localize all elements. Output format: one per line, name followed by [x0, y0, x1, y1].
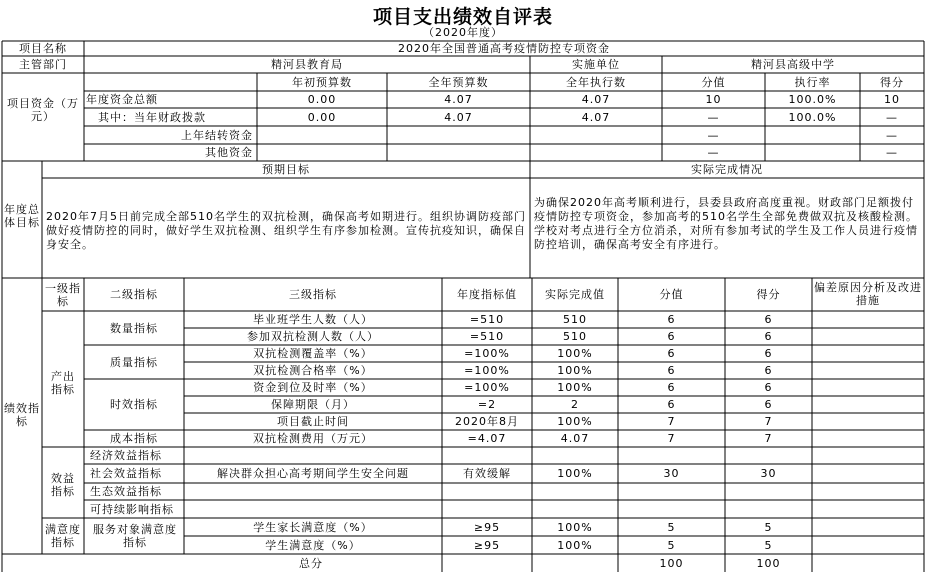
score-value: 6 — [667, 347, 676, 360]
actual-value: 100% — [557, 347, 593, 360]
l3-indicator: 项目截止时间 — [277, 415, 349, 428]
funds-cell — [257, 144, 387, 161]
got-value: 5 — [764, 538, 773, 552]
funds-cell — [257, 126, 387, 144]
l2-timeliness: 时效指标 — [110, 398, 158, 411]
funds-cell: — — [707, 110, 720, 124]
target-value: ≥95 — [473, 520, 501, 534]
funds-header-score: 分值 — [701, 75, 726, 89]
score-value: 7 — [667, 432, 676, 445]
target-value: =100% — [464, 347, 510, 360]
l2-service-satisfaction: 服务对象满意度指标 — [93, 523, 177, 549]
total-score: 100 — [659, 556, 684, 570]
goals-actual-header: 实际完成情况 — [691, 163, 763, 176]
l1-benefit: 效益指标 — [51, 472, 75, 498]
l2-quantity: 数量指标 — [110, 321, 158, 335]
actual-value: 100% — [557, 538, 593, 552]
funds-header-initial-budget: 年初预算数 — [292, 75, 352, 89]
got-value: 6 — [764, 330, 773, 343]
funds-cell: 100.0% — [788, 110, 837, 124]
funds-row-name: 年度资金总额 — [86, 93, 158, 106]
got-value: 6 — [764, 398, 773, 411]
score-value: 6 — [667, 364, 676, 377]
perf-header-l2: 二级指标 — [110, 288, 158, 301]
l1-output: 产出指标 — [51, 370, 75, 396]
l3-indicator: 双抗检测费用（万元） — [253, 432, 373, 445]
funds-cell: 0.00 — [307, 93, 337, 106]
actual-value: 510 — [563, 313, 587, 326]
actual-value: 100% — [557, 467, 593, 480]
goals-expected-text: 2020年7月5日前完成全部510名学生的双抗检测，确保高考如期进行。组织协调防疫部门做好疫情防控的同时，做好学生双抗检测、组织学生有序参加检测。宣传抗疫知识，确保自身安全。 — [46, 210, 526, 251]
page-title: 项目支出绩效自评表 — [372, 6, 553, 28]
funds-cell: — — [707, 128, 720, 142]
got-value: 6 — [764, 347, 773, 360]
l3-indicator: 保障期限（月） — [271, 398, 355, 411]
target-value: =510 — [469, 313, 505, 326]
l3-indicator: 参加双抗检测人数（人） — [247, 330, 379, 343]
l2-quality: 质量指标 — [110, 355, 158, 369]
perf-header-got: 得分 — [756, 288, 781, 301]
funds-cell: — — [886, 110, 898, 124]
funds-cell: 10 — [884, 93, 900, 106]
actual-value: 100% — [557, 381, 593, 394]
target-value: 2020年8月 — [455, 415, 519, 428]
funds-cell: 4.07 — [444, 93, 473, 106]
got-value: 7 — [764, 415, 773, 428]
l3-indicator: 毕业班学生人数（人） — [253, 313, 373, 326]
target-value: ≥95 — [473, 538, 501, 552]
got-value: 6 — [764, 313, 773, 326]
l2-sustainable: 可持续影响指标 — [90, 502, 174, 516]
l3-indicator: 双抗检测覆盖率（%） — [253, 347, 373, 360]
score-value: 5 — [667, 520, 676, 534]
perf-header-score: 分值 — [659, 288, 684, 301]
actual-value: 510 — [563, 330, 587, 343]
target-value: =100% — [464, 364, 510, 377]
got-value: 7 — [764, 432, 773, 445]
funds-row-name: 其中：当年财政拨款 — [98, 110, 206, 124]
score-value: 7 — [667, 415, 676, 428]
funds-header-rate: 执行率 — [794, 75, 831, 89]
l1-satisfaction: 满意度指标 — [45, 523, 81, 549]
score-value: 6 — [667, 313, 676, 326]
goals-expected-header: 预期目标 — [262, 163, 310, 176]
score-value: 5 — [667, 538, 676, 552]
impl-unit-label: 实施单位 — [572, 58, 620, 71]
funds-cell: 0.00 — [307, 110, 337, 124]
perf-header-actual: 实际完成值 — [545, 288, 605, 301]
score-value: 6 — [667, 398, 676, 411]
got-value: 5 — [764, 520, 773, 534]
target-value: =2 — [477, 398, 497, 411]
funds-cell: — — [886, 128, 898, 142]
got-value: 6 — [764, 364, 773, 377]
actual-value: 2 — [571, 398, 579, 411]
l3-indicator: 解决群众担心高考期间学生安全问题 — [217, 467, 409, 480]
perf-header-l3: 三级指标 — [289, 288, 337, 301]
target-value: =510 — [469, 330, 505, 343]
target-value: =100% — [464, 381, 510, 394]
l2-cost: 成本指标 — [110, 432, 158, 445]
l3-indicator: 学生家长满意度（%） — [253, 520, 373, 534]
funds-cell: 10 — [705, 93, 722, 106]
perf-label: 绩效指标 — [4, 402, 40, 428]
target-value: 有效缓解 — [463, 467, 511, 480]
funds-label: 项目资金（万元） — [7, 97, 79, 123]
actual-value: 100% — [557, 364, 593, 377]
score-value: 6 — [667, 330, 676, 343]
funds-header-got: 得分 — [880, 75, 904, 89]
l3-indicator: 双抗检测合格率（%） — [253, 364, 373, 377]
actual-value: 100% — [557, 415, 593, 428]
funds-row-name: 其他资金 — [205, 146, 253, 159]
l3-indicator: 学生满意度（%） — [265, 538, 361, 552]
perf-header-deviation: 偏差原因分析及改进措施 — [814, 281, 922, 307]
funds-cell: — — [886, 146, 898, 159]
funds-header-executed: 全年执行数 — [566, 75, 626, 89]
score-value: 30 — [663, 467, 680, 480]
funds-row-name: 上年结转资金 — [181, 128, 253, 142]
funds-cell — [387, 126, 530, 144]
perf-header-target: 年度指标值 — [457, 288, 517, 301]
goals-actual-text: 为确保2020年高考顺利进行，县委县政府高度重视。财政部门足额拨付疫情防控专项资金，参加高考的510名学生全部免费做双抗及核酸检测。学校对考点进行全方位消杀，对所有参加考试的学生及工作人员进行疫情防控培训，确保高考安全有序进行。 — [534, 196, 918, 251]
funds-cell — [387, 144, 530, 161]
target-value: =4.07 — [467, 432, 507, 445]
funds-cell — [530, 144, 662, 161]
impl-unit-value: 精河县高级中学 — [751, 58, 835, 71]
funds-cell — [765, 144, 860, 161]
page-subtitle: （2020年度） — [423, 26, 503, 39]
funds-cell — [765, 126, 860, 144]
total-label: 总分 — [299, 556, 323, 570]
dept-value: 精河县教育局 — [271, 58, 343, 71]
funds-cell: 4.07 — [444, 110, 473, 124]
l3-indicator: 资金到位及时率（%） — [253, 381, 373, 394]
got-value: 6 — [764, 381, 773, 394]
score-value: 6 — [667, 381, 676, 394]
total-got: 100 — [756, 556, 781, 570]
project-name-value: 2020年全国普通高考疫情防控专项资金 — [398, 42, 610, 55]
funds-header-annual-budget: 全年预算数 — [428, 75, 489, 89]
dept-label: 主管部门 — [19, 58, 67, 71]
actual-value: 4.07 — [560, 432, 590, 445]
funds-cell: 4.07 — [581, 110, 611, 124]
l2-ecological: 生态效益指标 — [90, 485, 162, 498]
l2-social: 社会效益指标 — [90, 467, 162, 480]
funds-cell: — — [707, 146, 720, 159]
project-name-label: 项目名称 — [19, 42, 67, 55]
funds-cell: 4.07 — [581, 93, 611, 106]
goals-label: 年度总体目标 — [4, 203, 40, 229]
funds-cell: 100.0% — [788, 93, 837, 106]
l2-economic: 经济效益指标 — [90, 449, 162, 462]
funds-cell — [530, 126, 662, 144]
actual-value: 100% — [557, 520, 593, 534]
perf-header-l1: 一级指标 — [45, 282, 81, 308]
got-value: 30 — [760, 467, 777, 480]
